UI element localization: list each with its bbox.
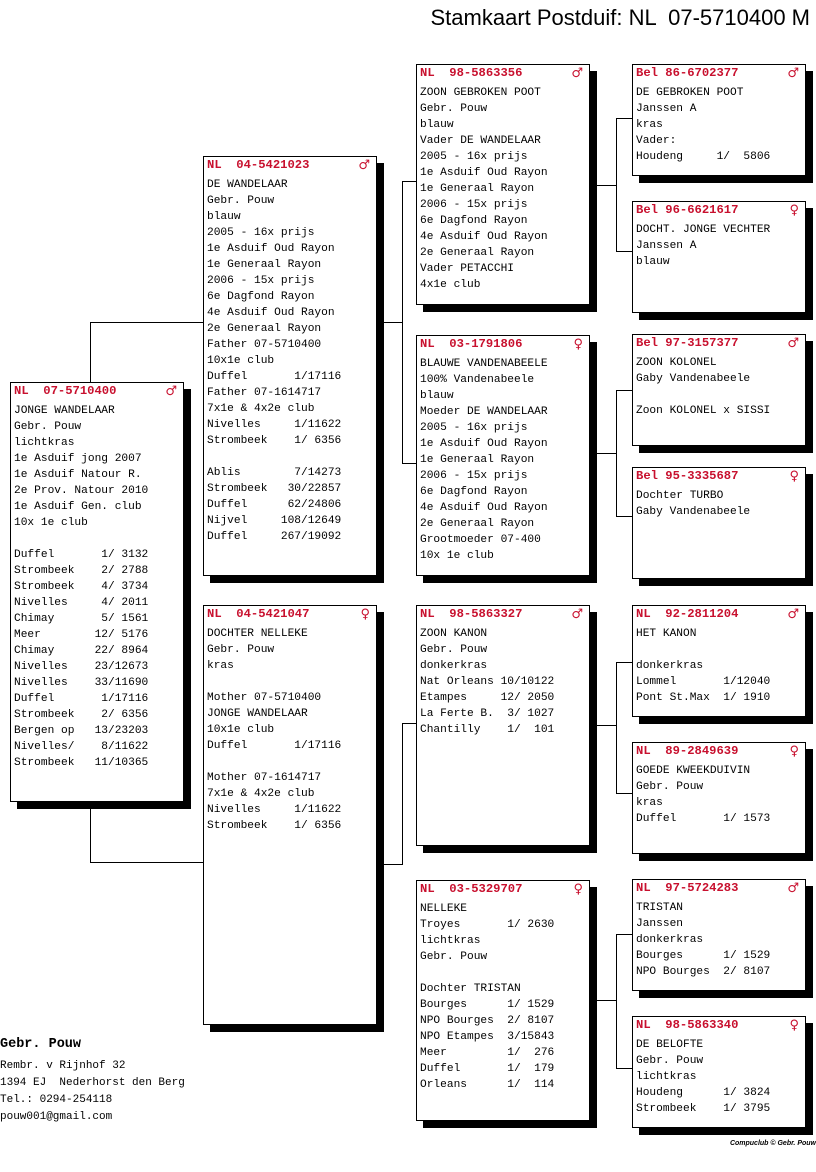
connector-line: [616, 934, 632, 935]
card-details: [420, 356, 586, 564]
ring-number: NL 98-5863327: [420, 607, 523, 621]
card-detail-line: Duffel 62/24806: [207, 499, 342, 511]
card-detail-line: TRISTAN: [636, 902, 683, 914]
pigeon-card-ggf-2[interactable]: [632, 334, 806, 446]
sex-symbol-icon: ♂: [787, 336, 799, 351]
card-detail-line: Vader PETACCHI: [420, 263, 514, 275]
card-detail-line: Meer 1/ 276: [420, 1047, 555, 1059]
card-detail-line: GOEDE KWEEKDUIVIN: [636, 765, 751, 777]
connector-line: [402, 463, 417, 464]
card-detail-line: Nivelles/ 8/11622: [14, 741, 149, 753]
sex-symbol-icon: ♀: [789, 203, 799, 218]
connector-line: [90, 322, 204, 323]
card-detail-line: [636, 387, 802, 403]
card-detail-line: Chantilly 1/ 101: [420, 724, 555, 736]
card-detail-line: 4x1e club: [420, 279, 481, 291]
ring-number: Bel 86-6702377: [636, 66, 739, 80]
pigeon-card-ggf-3[interactable]: [632, 605, 806, 717]
card-detail-line: 1e Asduif jong 2007: [14, 453, 142, 465]
card-detail-line: Lommel 1/12040: [636, 676, 771, 688]
card-details: [636, 85, 802, 165]
card-detail-line: donkerkras: [636, 934, 704, 946]
card-detail-line: Strombeek 1/ 6356: [207, 820, 342, 832]
ring-number: NL 04-5421023: [207, 158, 310, 172]
card-detail-line: 4e Asduif Oud Rayon: [420, 231, 548, 243]
card-detail-line: Strombeek 11/10365: [14, 757, 149, 769]
ring-number: NL 97-5724283: [636, 881, 739, 895]
card-detail-line: Bourges 1/ 1529: [636, 950, 771, 962]
card-detail-line: Mother 07-5710400: [207, 692, 322, 704]
ring-number: NL 03-5329707: [420, 882, 523, 896]
card-detail-line: Duffel 1/17116: [207, 740, 342, 752]
sex-symbol-icon: ♂: [571, 66, 583, 81]
card-detail-line: NPO Bourges 2/ 8107: [420, 1015, 555, 1027]
ring-number: Bel 97-3157377: [636, 336, 739, 350]
card-detail-line: Gebr. Pouw: [14, 421, 82, 433]
sex-symbol-icon: ♂: [787, 607, 799, 622]
card-detail-line: Strombeek 2/ 2788: [14, 565, 149, 577]
card-detail-line: Bourges 1/ 1529: [420, 999, 555, 1011]
card-detail-line: DOCHT. JONGE VECHTER: [636, 224, 771, 236]
connector-line: [596, 725, 617, 726]
connector-line: [402, 181, 417, 182]
card-details: [207, 177, 373, 545]
card-detail-line: Chimay 22/ 8964: [14, 645, 149, 657]
card-detail-line: Duffel 1/17116: [14, 693, 149, 705]
pigeon-card-mother[interactable]: [203, 605, 377, 1025]
sex-symbol-icon: ♂: [571, 607, 583, 622]
card-detail-line: 2e Prov. Natour 2010: [14, 485, 149, 497]
ring-number: NL 98-5863356: [420, 66, 523, 80]
card-details: [636, 900, 802, 980]
card-detail-line: 2006 - 15x prijs: [420, 470, 528, 482]
card-detail-line: 1e Asduif Oud Rayon: [420, 438, 548, 450]
card-detail-line: Ablis 7/14273: [207, 467, 342, 479]
connector-line: [383, 864, 403, 865]
card-detail-line: Nivelles 4/ 2011: [14, 597, 149, 609]
card-detail-line: 10x 1e club: [420, 550, 494, 562]
card-detail-line: Nat Orleans 10/10122: [420, 676, 555, 688]
card-detail-line: lichtkras: [636, 1071, 697, 1083]
breeder-postal: 1394 EJ Nederhorst den Berg: [0, 1077, 185, 1089]
card-detail-line: Vader:: [636, 135, 677, 147]
card-detail-line: 10x1e club: [207, 724, 275, 736]
card-details: [636, 626, 802, 706]
pigeon-card-ggf-4[interactable]: [632, 879, 806, 991]
card-detail-line: Father 07-5710400: [207, 339, 322, 351]
pigeon-card-subject[interactable]: [10, 382, 184, 802]
card-detail-line: [420, 965, 586, 981]
connector-line: [596, 453, 617, 454]
card-detail-line: Strombeek 2/ 6356: [14, 709, 149, 721]
footer-credit: Compuclub © Gebr. Pouw: [729, 1140, 816, 1147]
card-detail-line: Duffel 1/ 3132: [14, 549, 149, 561]
card-detail-line: 2e Generaal Rayon: [207, 323, 322, 335]
sex-symbol-icon: ♀: [573, 882, 583, 897]
card-detail-line: 2e Generaal Rayon: [420, 518, 535, 530]
card-detail-line: Strombeek 4/ 3734: [14, 581, 149, 593]
connector-line: [90, 808, 91, 863]
ring-number: NL 07-5710400: [14, 384, 117, 398]
pigeon-card-ggm-4[interactable]: [632, 1016, 806, 1128]
pigeon-card-ggf-1[interactable]: [632, 64, 806, 176]
pigeon-card-maternal-grandmother[interactable]: [416, 880, 590, 1121]
card-detail-line: Dochter TRISTAN: [420, 983, 521, 995]
connector-line: [616, 934, 617, 1069]
card-detail-line: Chimay 5/ 1561: [14, 613, 149, 625]
card-detail-line: Troyes 1/ 2630: [420, 919, 555, 931]
card-detail-line: DE GEBROKEN POOT: [636, 87, 744, 99]
card-detail-line: Gebr. Pouw: [636, 1055, 704, 1067]
card-detail-line: 6e Dagfond Rayon: [420, 215, 528, 227]
card-detail-line: 10x1e club: [207, 355, 275, 367]
card-details: [420, 85, 586, 293]
card-detail-line: Nivelles 1/11622: [207, 419, 342, 431]
ring-number: NL 89-2849639: [636, 744, 739, 758]
connector-line: [402, 723, 417, 724]
pigeon-card-ggm-3[interactable]: [632, 742, 806, 854]
card-detail-line: Mother 07-1614717: [207, 772, 322, 784]
card-detail-line: NPO Bourges 2/ 8107: [636, 966, 771, 978]
card-detail-line: blauw: [420, 390, 454, 402]
card-detail-line: 2005 - 16x prijs: [207, 227, 315, 239]
connector-line: [616, 516, 632, 517]
card-detail-line: Bergen op 13/23203: [14, 725, 149, 737]
card-detail-line: Janssen: [636, 918, 683, 930]
sex-symbol-icon: ♀: [789, 744, 799, 759]
card-detail-line: Duffel 1/17116: [207, 371, 342, 383]
card-detail-line: 100% Vandenabeele: [420, 374, 535, 386]
page-title: Stamkaart Postduif: NL 07-5710400 M: [430, 5, 810, 30]
card-detail-line: JONGE WANDELAAR: [207, 708, 308, 720]
connector-line: [90, 322, 91, 384]
card-detail-line: lichtkras: [420, 935, 481, 947]
connector-line: [616, 1068, 632, 1069]
card-details: [207, 626, 373, 834]
card-detail-line: Gebr. Pouw: [420, 951, 488, 963]
card-details: [636, 488, 802, 520]
card-detail-line: Gaby Vandenabeele: [636, 506, 751, 518]
card-details: [636, 763, 802, 827]
connector-line: [616, 251, 632, 252]
connector-line: [383, 322, 403, 323]
card-detail-line: Houdeng 1/ 5806: [636, 151, 771, 163]
card-detail-line: Janssen A: [636, 240, 697, 252]
card-detail-line: NPO Etampes 3/15843: [420, 1031, 555, 1043]
card-detail-line: 1e Generaal Rayon: [207, 259, 322, 271]
card-detail-line: Gaby Vandenabeele: [636, 373, 751, 385]
sex-symbol-icon: ♂: [165, 384, 177, 399]
ring-number: NL 98-5863340: [636, 1018, 739, 1032]
card-details: [14, 403, 180, 771]
card-detail-line: 2005 - 16x prijs: [420, 422, 528, 434]
connector-line: [596, 185, 617, 186]
card-details: [636, 355, 802, 419]
card-detail-line: 7x1e & 4x2e club: [207, 788, 315, 800]
card-detail-line: La Ferte B. 3/ 1027: [420, 708, 555, 720]
card-detail-line: HET KANON: [636, 628, 697, 640]
card-detail-line: 2006 - 15x prijs: [420, 199, 528, 211]
card-detail-line: blauw: [420, 119, 454, 131]
card-detail-line: 7x1e & 4x2e club: [207, 403, 315, 415]
breeder-info: [0, 1036, 185, 1126]
breeder-email[interactable]: pouw001@gmail.com: [0, 1111, 113, 1123]
card-detail-line: kras: [207, 660, 234, 672]
card-detail-line: 2006 - 15x prijs: [207, 275, 315, 287]
breeder-phone: Tel.: 0294-254118: [0, 1094, 113, 1106]
card-detail-line: Strombeek 1/ 6356: [207, 435, 342, 447]
card-detail-line: 1e Asduif Oud Rayon: [207, 243, 335, 255]
card-detail-line: blauw: [636, 256, 670, 268]
card-details: [420, 901, 586, 1093]
pigeon-card-ggm-2[interactable]: [632, 467, 806, 579]
card-detail-line: Gebr. Pouw: [420, 103, 488, 115]
card-detail-line: blauw: [207, 211, 241, 223]
connector-line: [616, 390, 632, 391]
ring-number: NL 92-2811204: [636, 607, 739, 621]
pigeon-card-paternal-grandmother[interactable]: [416, 335, 590, 576]
card-detail-line: Duffel 1/ 179: [420, 1063, 555, 1075]
card-detail-line: 1e Generaal Rayon: [420, 454, 535, 466]
card-detail-line: 6e Dagfond Rayon: [420, 486, 528, 498]
card-detail-line: ZOON GEBROKEN POOT: [420, 87, 541, 99]
card-detail-line: Duffel 1/ 1573: [636, 813, 771, 825]
card-detail-line: [207, 754, 373, 770]
card-detail-line: donkerkras: [636, 660, 704, 672]
card-detail-line: Nivelles 1/11622: [207, 804, 342, 816]
ring-number: Bel 95-3335687: [636, 469, 739, 483]
breeder-name: Gebr. Pouw: [0, 1037, 82, 1052]
card-detail-line: ZOON KANON: [420, 628, 488, 640]
breeder-address: Rembr. v Rijnhof 32: [0, 1060, 126, 1072]
card-detail-line: Meer 12/ 5176: [14, 629, 149, 641]
card-detail-line: kras: [636, 797, 663, 809]
connector-line: [596, 1000, 617, 1001]
card-detail-line: Vader DE WANDELAAR: [420, 135, 541, 147]
ring-number: NL 04-5421047: [207, 607, 310, 621]
pigeon-card-paternal-grandfather[interactable]: [416, 64, 590, 305]
sex-symbol-icon: ♀: [789, 1018, 799, 1033]
card-detail-line: 1e Generaal Rayon: [420, 183, 535, 195]
card-details: [636, 1037, 802, 1117]
sex-symbol-icon: ♂: [787, 66, 799, 81]
card-details: [636, 222, 802, 270]
card-detail-line: Duffel 267/19092: [207, 531, 342, 543]
pigeon-card-maternal-grandfather[interactable]: [416, 605, 590, 846]
card-detail-line: [636, 642, 802, 658]
sex-symbol-icon: ♀: [360, 607, 370, 622]
card-detail-line: Nijvel 108/12649: [207, 515, 342, 527]
connector-line: [90, 862, 204, 863]
card-detail-line: Gebr. Pouw: [420, 644, 488, 656]
card-detail-line: 1e Asduif Oud Rayon: [420, 167, 548, 179]
sex-symbol-icon: ♂: [358, 158, 370, 173]
sex-symbol-icon: ♀: [789, 469, 799, 484]
card-detail-line: Strombeek 30/22857: [207, 483, 342, 495]
pigeon-card-father[interactable]: [203, 156, 377, 576]
connector-line: [616, 662, 617, 794]
card-detail-line: Grootmoeder 07-400: [420, 534, 541, 546]
card-detail-line: 2e Generaal Rayon: [420, 247, 535, 259]
card-detail-line: 4e Asduif Oud Rayon: [207, 307, 335, 319]
card-details: [420, 626, 586, 738]
card-detail-line: Dochter TURBO: [636, 490, 724, 502]
card-detail-line: Etampes 12/ 2050: [420, 692, 555, 704]
card-detail-line: Gebr. Pouw: [207, 195, 275, 207]
card-detail-line: Orleans 1/ 114: [420, 1079, 555, 1091]
sex-symbol-icon: ♀: [573, 337, 583, 352]
connector-line: [402, 723, 403, 865]
card-detail-line: 4e Asduif Oud Rayon: [420, 502, 548, 514]
connector-line: [616, 118, 632, 119]
card-detail-line: kras: [636, 119, 663, 131]
card-detail-line: Gebr. Pouw: [207, 644, 275, 656]
pigeon-card-ggm-1[interactable]: [632, 201, 806, 313]
card-detail-line: lichtkras: [14, 437, 75, 449]
card-detail-line: Pont St.Max 1/ 1910: [636, 692, 771, 704]
card-detail-line: [207, 674, 373, 690]
card-detail-line: DE WANDELAAR: [207, 179, 288, 191]
connector-line: [616, 662, 632, 663]
card-detail-line: 1e Asduif Gen. club: [14, 501, 142, 513]
card-detail-line: BLAUWE VANDENABEELE: [420, 358, 548, 370]
card-detail-line: 2005 - 16x prijs: [420, 151, 528, 163]
card-detail-line: donkerkras: [420, 660, 488, 672]
card-detail-line: JONGE WANDELAAR: [14, 405, 115, 417]
card-detail-line: 10x 1e club: [14, 517, 88, 529]
card-detail-line: [14, 531, 180, 547]
ring-number: Bel 96-6621617: [636, 203, 739, 217]
card-detail-line: NELLEKE: [420, 903, 467, 915]
card-detail-line: [207, 449, 373, 465]
card-detail-line: DOCHTER NELLEKE: [207, 628, 308, 640]
card-detail-line: 1e Asduif Natour R.: [14, 469, 142, 481]
card-detail-line: Zoon KOLONEL x SISSI: [636, 405, 771, 417]
card-detail-line: Father 07-1614717: [207, 387, 322, 399]
card-detail-line: Gebr. Pouw: [636, 781, 704, 793]
card-detail-line: Nivelles 33/11690: [14, 677, 149, 689]
card-detail-line: Houdeng 1/ 3824: [636, 1087, 771, 1099]
card-detail-line: Moeder DE WANDELAAR: [420, 406, 548, 418]
card-detail-line: Nivelles 23/12673: [14, 661, 149, 673]
card-detail-line: Janssen A: [636, 103, 697, 115]
card-detail-line: ZOON KOLONEL: [636, 357, 717, 369]
connector-line: [616, 793, 632, 794]
ring-number: NL 03-1791806: [420, 337, 523, 351]
sex-symbol-icon: ♂: [787, 881, 799, 896]
card-detail-line: Strombeek 1/ 3795: [636, 1103, 771, 1115]
card-detail-line: DE BELOFTE: [636, 1039, 704, 1051]
card-detail-line: 6e Dagfond Rayon: [207, 291, 315, 303]
